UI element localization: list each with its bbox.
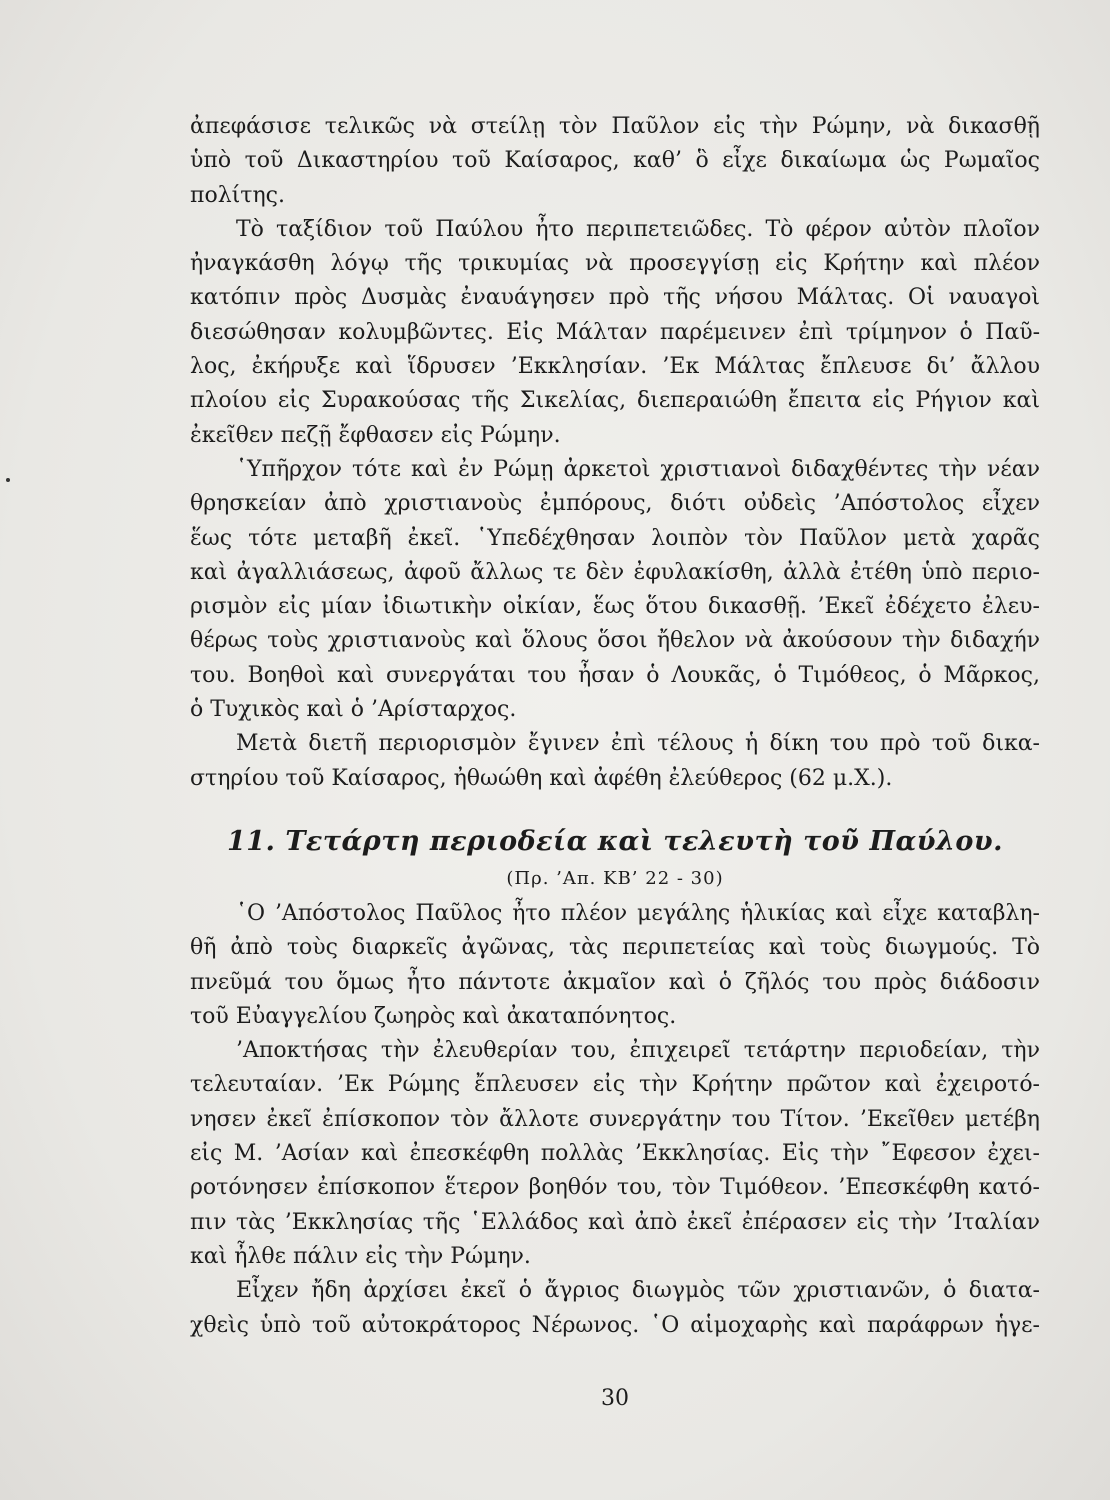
page-number: 30 xyxy=(601,1386,629,1411)
section-heading: 11. Τετάρτη περιοδεία καὶ τελευτὴ τοῦ Παύλου. xyxy=(226,826,1004,857)
text-line: θέρως τοὺς χριστιανοὺς καὶ ὅλους ὅσοι ἤθελον νὰ ἀκούσουν τὴν διδαχήν xyxy=(190,628,1040,654)
text-line: ροτόνησεν ἐπίσκοπον ἕτερον βοηθόν του, τὸν Τιμόθεον. ’Επεσκέφθη κατό- xyxy=(190,1175,1040,1201)
text-line: ’Αποκτήσας τὴν ἐλευθερίαν του, ἐπιχειρεῖ τετάρτην περιοδείαν, τὴν xyxy=(236,1038,1040,1064)
text-line: θρησκείαν ἀπὸ χριστιανοὺς ἐμπόρους, διότι οὐδεὶς ’Απόστολος εἶχεν xyxy=(190,491,1040,517)
text-line: πλοίου εἰς Συρακούσας τῆς Σικελίας, διεπεραιώθη ἔπειτα εἰς Ρήγιον καὶ xyxy=(190,388,1040,414)
text-line: ρισμὸν εἰς μίαν ἰδιωτικὴν οἰκίαν, ἕως ὅτου δικασθῇ. ’Εκεῖ ἐδέχετο ἐλευ- xyxy=(190,594,1040,620)
text-line: χθεὶς ὑπὸ τοῦ αὐτοκράτορος Νέρωνος. ῾Ο αἱμοχαρὴς καὶ παράφρων ἡγε- xyxy=(190,1312,1040,1338)
text-line: καὶ ἦλθε πάλιν εἰς τὴν Ρώμην. xyxy=(190,1243,531,1269)
margin-dot xyxy=(6,478,10,482)
text-line: ὁ Τυχικὸς καὶ ὁ ’Αρίσταρχος. xyxy=(190,697,517,723)
text-line: ἕως τότε μεταβῆ ἐκεῖ. ῾Υπεδέχθησαν λοιπὸν τὸν Παῦλον μετὰ χαρᾶς xyxy=(190,525,1040,551)
text-line: τοῦ Εὐαγγελίου ζωηρὸς καὶ ἀκαταπόνητος. xyxy=(190,1003,677,1029)
text-line: ἀπεφάσισε τελικῶς νὰ στείλῃ τὸν Παῦλον εἰς τὴν Ρώμην, νὰ δικασθῇ xyxy=(190,114,1040,139)
text-line: ῾Υπῆρχον τότε καὶ ἐν Ρώμῃ ἀρκετοὶ χριστιανοὶ διδαχθέντες τὴν νέαν xyxy=(236,456,1040,482)
scripture-reference: (Πρ. ’Απ. ΚΒ’ 22 - 30) xyxy=(506,868,724,889)
text-line: ῾Ο ’Απόστολος Παῦλος ἦτο πλέον μεγάλης ἡλικίας καὶ εἶχε καταβλη- xyxy=(236,901,1040,926)
top-text-block xyxy=(190,110,1040,796)
text-line: πολίτης. xyxy=(190,182,285,208)
text-line: ἠναγκάσθη λόγῳ τῆς τρικυμίας νὰ προσεγγίσῃ εἰς Κρήτην καὶ πλέον xyxy=(190,251,1040,277)
text-line: πνεῦμά του ὅμως ἦτο πάντοτε ἀκμαῖον καὶ ὁ ζῆλός του πρὸς διάδοσιν xyxy=(190,969,1040,995)
text-line: πιν τὰς ’Εκκλησίας τῆς ῾Ελλάδος καὶ ἀπὸ ἐκεῖ ἐπέρασεν εἰς τὴν ’Ιταλίαν xyxy=(190,1209,1040,1235)
text-line: διεσώθησαν κολυμβῶντες. Εἰς Μάλταν παρέμεινεν ἐπὶ τρίμηνον ὁ Παῦ- xyxy=(190,319,1040,345)
text-line: Τὸ ταξίδιον τοῦ Παύλου ἦτο περιπετειῶδες. Τὸ φέρον αὐτὸν πλοῖον xyxy=(236,216,1040,242)
text-line: εἰς Μ. ’Ασίαν καὶ ἐπεσκέφθη πολλὰς ’Εκκλησίας. Εἰς τὴν ῎Εφεσον ἐχει- xyxy=(190,1141,1040,1167)
text-line: ἐκεῖθεν πεζῇ ἔφθασεν εἰς Ρώμην. xyxy=(190,422,561,448)
text-line: κατόπιν πρὸς Δυσμὰς ἐναυάγησεν πρὸ τῆς νήσου Μάλτας. Οἱ ναυαγοὶ xyxy=(190,285,1040,311)
text-line: στηρίου τοῦ Καίσαρος, ἠθωώθη καὶ ἀφέθη ἐλεύθερος (62 μ.Χ.). xyxy=(190,765,893,791)
bottom-text-block xyxy=(190,897,1040,1343)
text-line: νησεν ἐκεῖ ἐπίσκοπον τὸν ἄλλοτε συνεργάτην του Τίτον. ’Εκεῖθεν μετέβη xyxy=(190,1106,1040,1132)
text-line: λος, ἐκήρυξε καὶ ἵδρυσεν ’Εκκλησίαν. ’Εκ Μάλτας ἔπλευσε δι’ ἄλλου xyxy=(190,354,1040,380)
text-line: Εἶχεν ἤδη ἀρχίσει ἐκεῖ ὁ ἄγριος διωγμὸς τῶν χριστιανῶν, ὁ διατα- xyxy=(236,1278,1040,1304)
text-line: τελευταίαν. ’Εκ Ρώμης ἔπλευσεν εἰς τὴν Κρήτην πρῶτον καὶ ἐχειροτό- xyxy=(190,1072,1040,1098)
text-line: του. Βοηθοὶ καὶ συνεργάται του ἦσαν ὁ Λουκᾶς, ὁ Τιμόθεος, ὁ Μᾶρκος, xyxy=(190,662,1040,688)
text-line: ὑπὸ τοῦ Δικαστηρίου τοῦ Καίσαρος, καθ’ ὃ εἶχε δικαίωμα ὡς Ρωμαῖος xyxy=(190,148,1040,174)
text-line: Μετὰ διετῆ περιορισμὸν ἔγινεν ἐπὶ τέλους ἡ δίκη του πρὸ τοῦ δικα- xyxy=(236,731,1040,757)
text-line: θῆ ἀπὸ τοὺς διαρκεῖς ἀγῶνας, τὰς περιπετείας καὶ τοὺς διωγμούς. Τὸ xyxy=(190,935,1040,961)
text-line: καὶ ἀγαλλιάσεως, ἀφοῦ ἄλλως τε δὲν ἐφυλακίσθη, ἀλλὰ ἐτέθη ὑπὸ περιο- xyxy=(190,559,1040,585)
